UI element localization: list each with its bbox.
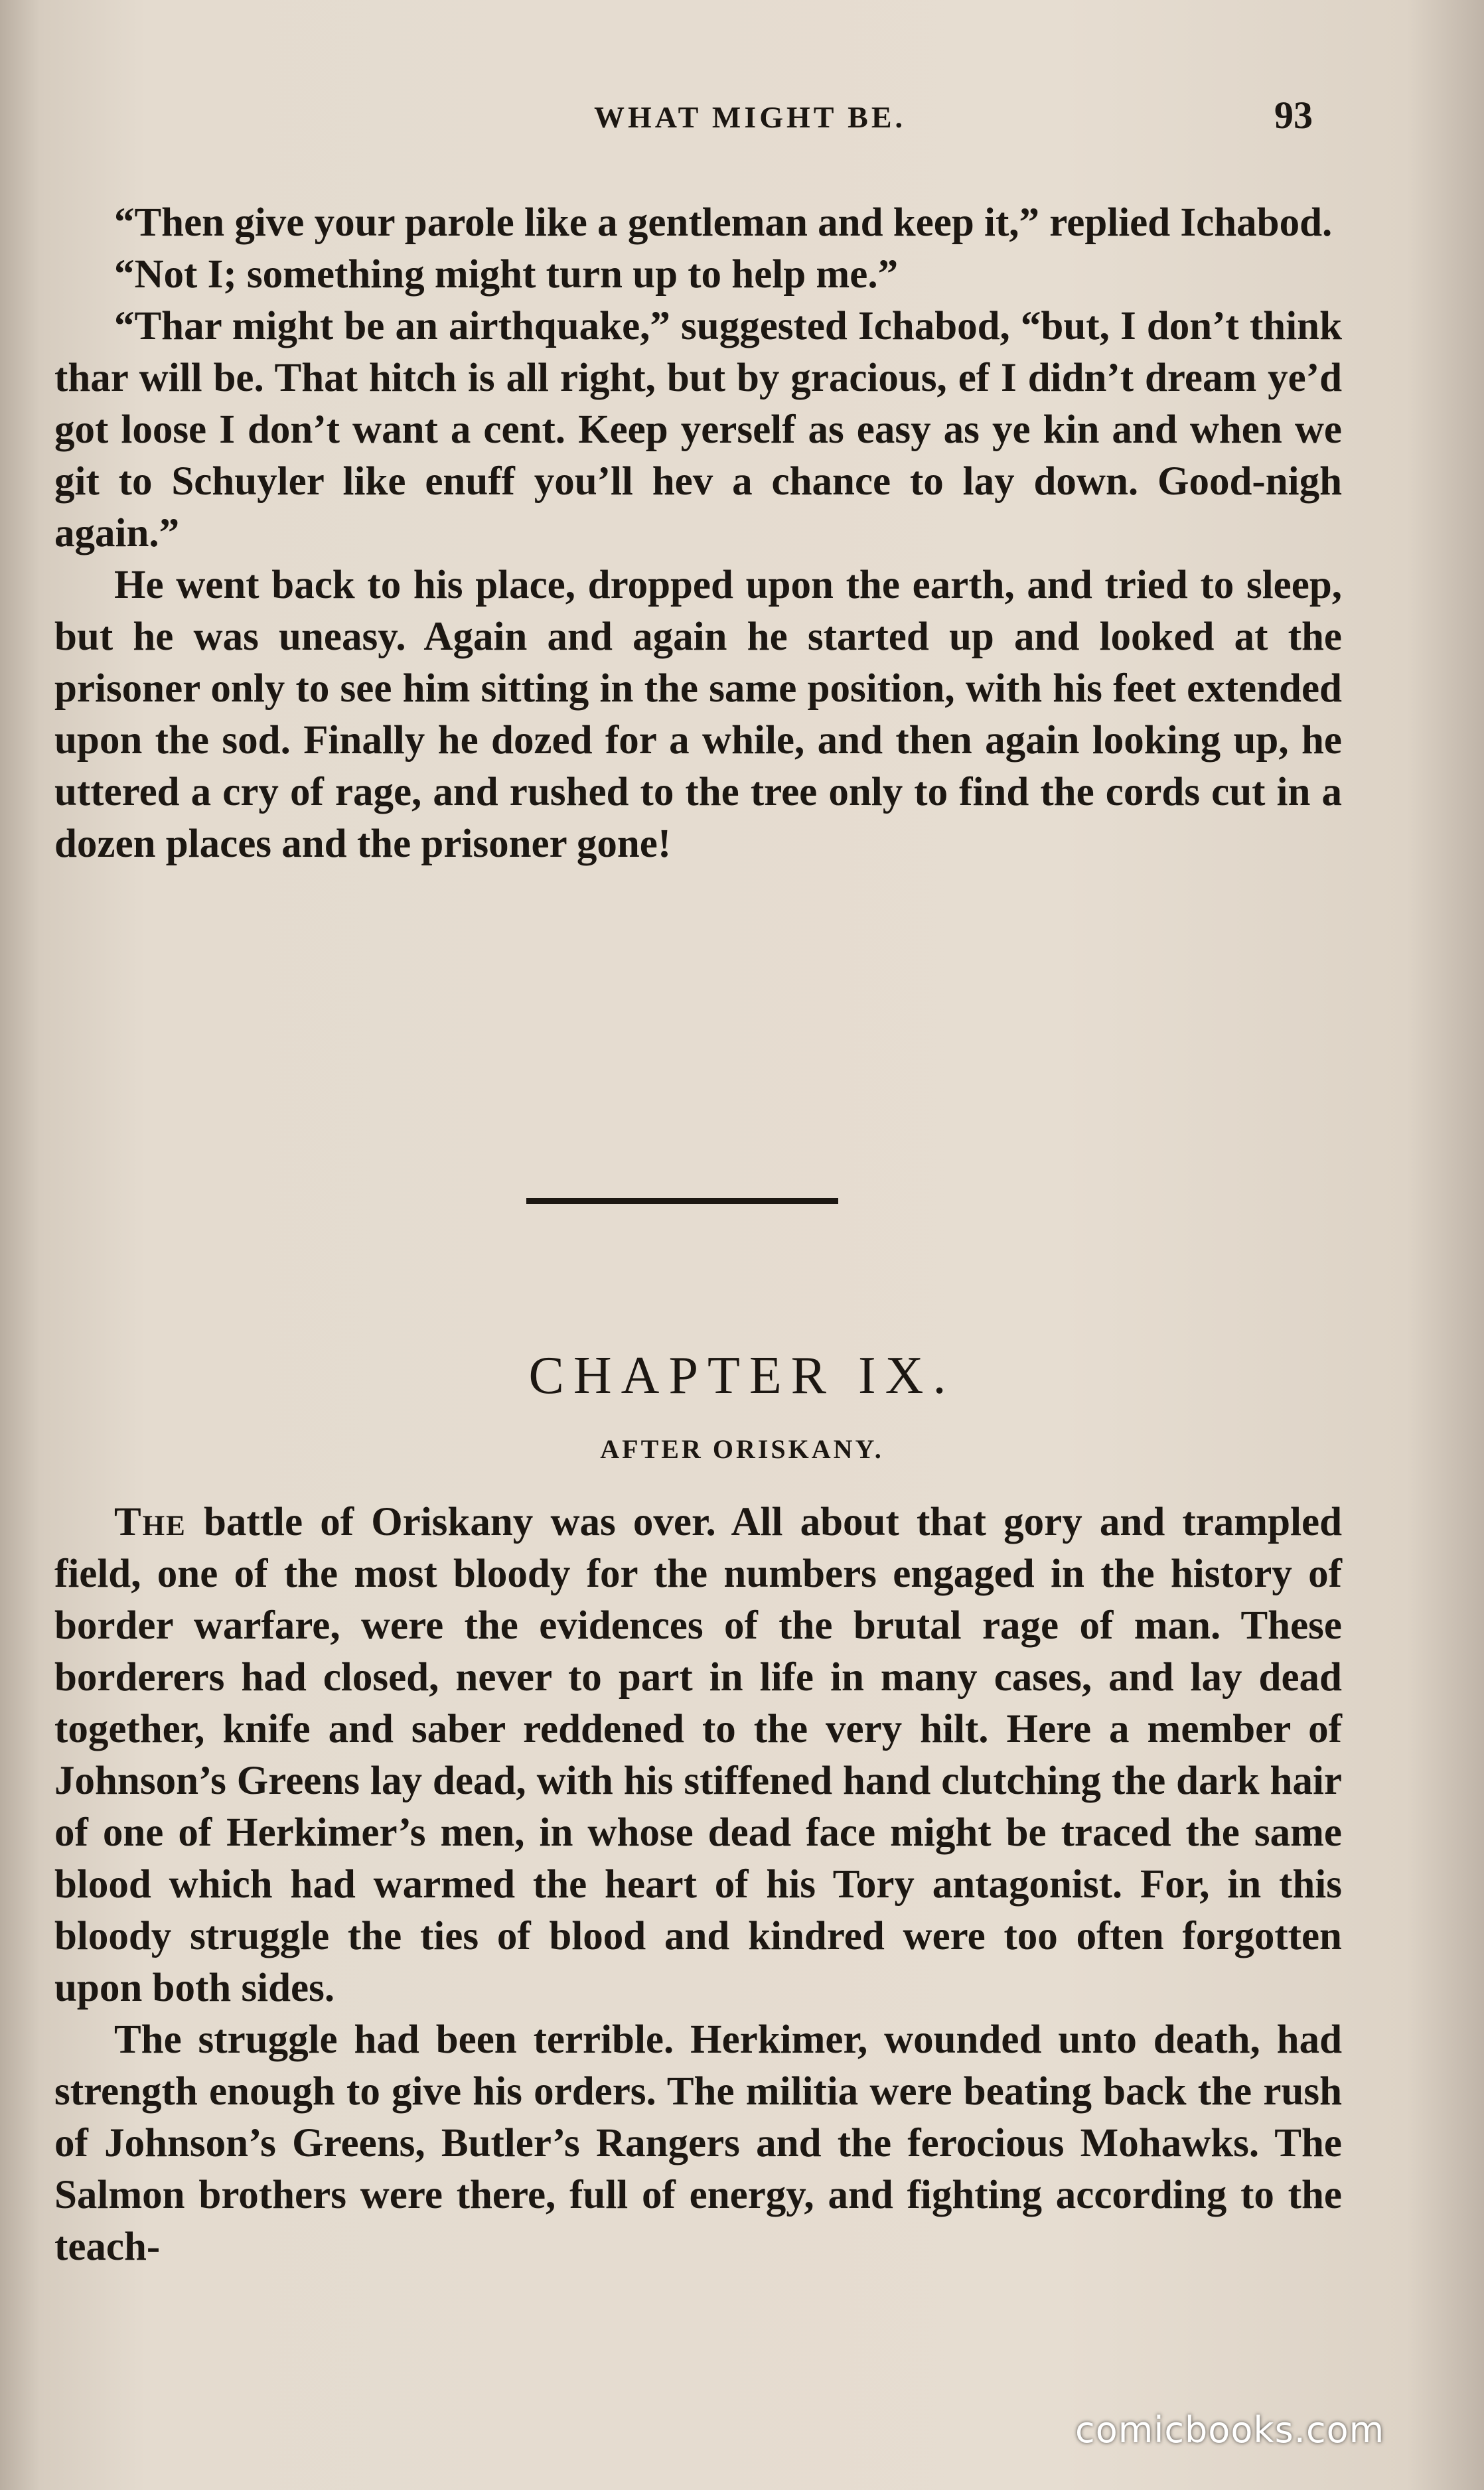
passage-1 [54, 197, 1342, 870]
passage-2 [54, 1497, 1342, 2273]
paragraph-lead-word: The [114, 1500, 186, 1544]
chapter-title: CHAPTER IX. [528, 1347, 956, 1405]
page-header [0, 93, 1484, 153]
page-number: 93 [1274, 94, 1313, 137]
paragraph-battle-over-text: battle of Oriskany was over. All about that gory and trampled field, one of the most bloody for the numbers engaged in the history of border warfare, were the evidences of the brutal rage of man. These borderers had closed, never to part in life in many cases, and lay dead together, knife and saber reddened to the very hilt. Here a member of Johnson’s Greens lay dead, with his stiffened hand clutching the dark hair of one of Herkimer’s men, in whose dead face might be traced the same blood which had warmed the heart of his Tory antagonist. For, in this bloody struggle the ties of blood and kindred were too often forgotten upon both sides. [54, 1500, 1342, 2010]
paragraph-not-i: “Not I; something might turn up to help me.” [114, 252, 899, 297]
paragraph-struggle: The struggle had been terrible. Herkimer, wounded unto death, had strength enough to give his orders. The militia were beating back the rush of Johnson’s Greens, Butler’s Rangers and the ferocious Mohawks. The Salmon brothers were there, full of energy, and fighting according to the teach- [54, 2017, 1342, 2269]
paragraph-battle-over [54, 1497, 1342, 2014]
paragraph-prisoner-gone: He went back to his place, dropped upon the earth, and tried to sleep, but he was uneasy. Again and again he started up and looked at the prisoner only to see him sitting in the same position, with his feet extended upon the sod. Finally he dozed for a while, and then again looking up, he uttered a cry of rage, and rushed to the tree only to find the cords cut in a dozen places and the prisoner gone! [54, 563, 1342, 866]
chapter-subtitle: AFTER ORISKANY. [600, 1434, 884, 1464]
section-divider-rule [526, 1198, 838, 1204]
paragraph-parole: “Then give your parole like a gentleman and keep it,” replied Ichabod. [114, 200, 1333, 245]
paragraph-airthquake: “Thar might be an airthquake,” suggested Ichabod, “but, I don’t think thar will be. That hitch is all right, but by gracious, ef I didn’t dream ye’d got loose I don’t want a cent. Keep yerself as easy as ye kin and when we git to Schuyler like enuff you’ll hev a chance to lay down. Good-nigh again.” [54, 304, 1342, 555]
running-head: WHAT MIGHT BE. [593, 100, 907, 134]
watermark: comicbooks.com [1075, 2409, 1385, 2451]
